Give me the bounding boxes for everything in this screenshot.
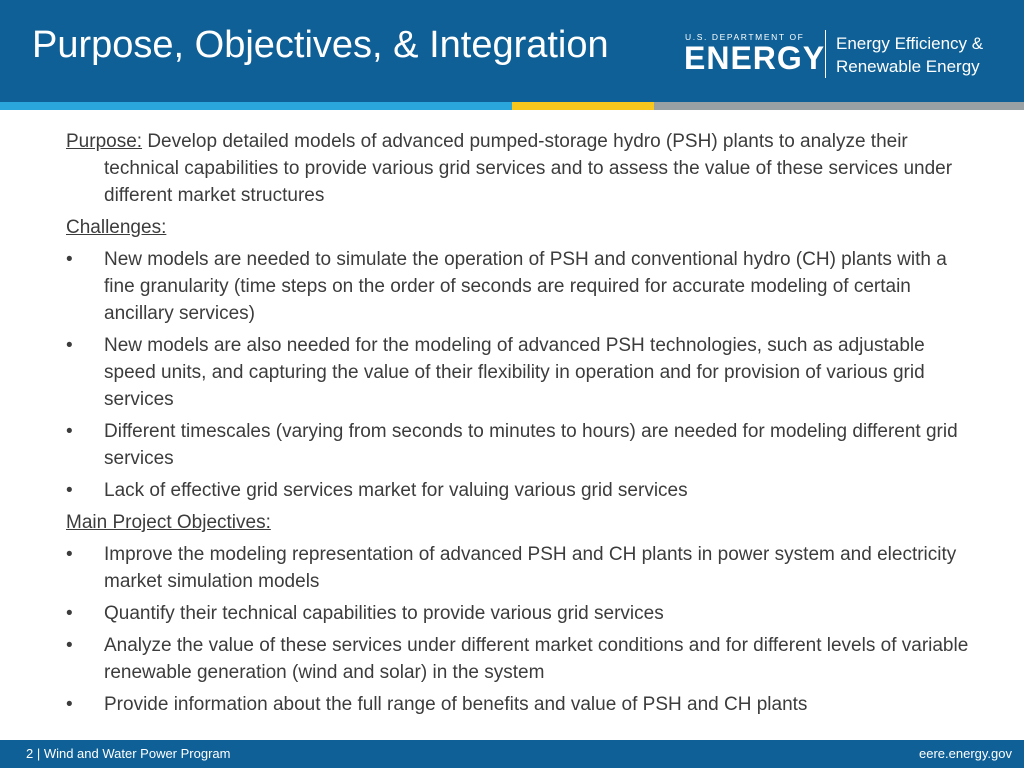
challenge-item-text: Lack of effective grid services market for valuing various grid services: [104, 480, 688, 501]
slide-body: [66, 128, 978, 723]
challenge-item: [66, 418, 978, 472]
footer-program-label: 2 | Wind and Water Power Program: [26, 746, 231, 761]
accent-stripe-blue: [0, 102, 512, 110]
objective-item-text: Analyze the value of these services under different market conditions and for different levels of variable renewable generation (wind and solar) in the system: [104, 635, 969, 683]
objective-item: [66, 691, 978, 718]
bullet-icon: •: [66, 249, 73, 270]
doe-logo-energy-word: ENERGY: [684, 40, 826, 76]
objectives-heading: Main Project Objectives:: [66, 512, 271, 533]
objective-item-text: Improve the modeling representation of advanced PSH and CH plants in power system and electricity market simulation models: [104, 544, 957, 592]
challenges-heading: Challenges:: [66, 217, 167, 238]
footer-bar: [0, 740, 1024, 768]
objective-item: [66, 541, 978, 595]
purpose-label: Purpose:: [66, 131, 143, 152]
bullet-icon: •: [66, 635, 73, 656]
challenge-item: [66, 246, 978, 327]
objective-item-text: Quantify their technical capabilities to provide various grid services: [104, 603, 664, 624]
bullet-icon: •: [66, 335, 73, 356]
challenge-item: [66, 477, 978, 504]
bullet-icon: •: [66, 694, 73, 715]
bullet-icon: •: [66, 421, 73, 442]
objectives-list: [66, 541, 978, 718]
eere-office-line-2: Renewable Energy: [836, 57, 980, 76]
bullet-icon: •: [66, 544, 73, 565]
bullet-icon: •: [66, 480, 73, 501]
objective-item: [66, 632, 978, 686]
challenge-item-text: New models are needed to simulate the operation of PSH and conventional hydro (CH) plants with a fine granularity (time steps on the order of seconds are required for accurate modeling of certain ancillary services): [104, 249, 947, 324]
purpose-paragraph: [66, 128, 978, 209]
accent-stripe-gray: [654, 102, 1024, 110]
eere-office-line-1: Energy Efficiency &: [836, 34, 984, 53]
objective-item-text: Provide information about the full range of benefits and value of PSH and CH plants: [104, 694, 808, 715]
objective-item: [66, 600, 978, 627]
challenge-item-text: Different timescales (varying from seconds to minutes to hours) are needed for modeling different grid services: [104, 421, 958, 469]
eere-office-label: [836, 32, 983, 78]
challenges-list: [66, 246, 978, 504]
header-bar: [0, 0, 1024, 102]
purpose-text: Develop detailed models of advanced pumped-storage hydro (PSH) plants to analyze their technical capabilities to provide various grid services and to assess the value of these services under different market structures: [104, 131, 953, 206]
footer-site-link[interactable]: eere.energy.gov: [919, 746, 1012, 761]
challenge-item: [66, 332, 978, 413]
slide-title: Purpose, Objectives, & Integration: [32, 24, 609, 66]
doe-logo: [684, 30, 826, 76]
doe-logo-dept-line: U.S. DEPARTMENT OF: [685, 32, 805, 42]
bullet-icon: •: [66, 603, 73, 624]
accent-stripe-yellow: [512, 102, 654, 110]
challenge-item-text: New models are also needed for the modeling of advanced PSH technologies, such as adjustable speed units, and capturing the value of their flexibility in operation and for provision of various grid services: [104, 335, 925, 410]
logo-divider: [825, 30, 826, 78]
